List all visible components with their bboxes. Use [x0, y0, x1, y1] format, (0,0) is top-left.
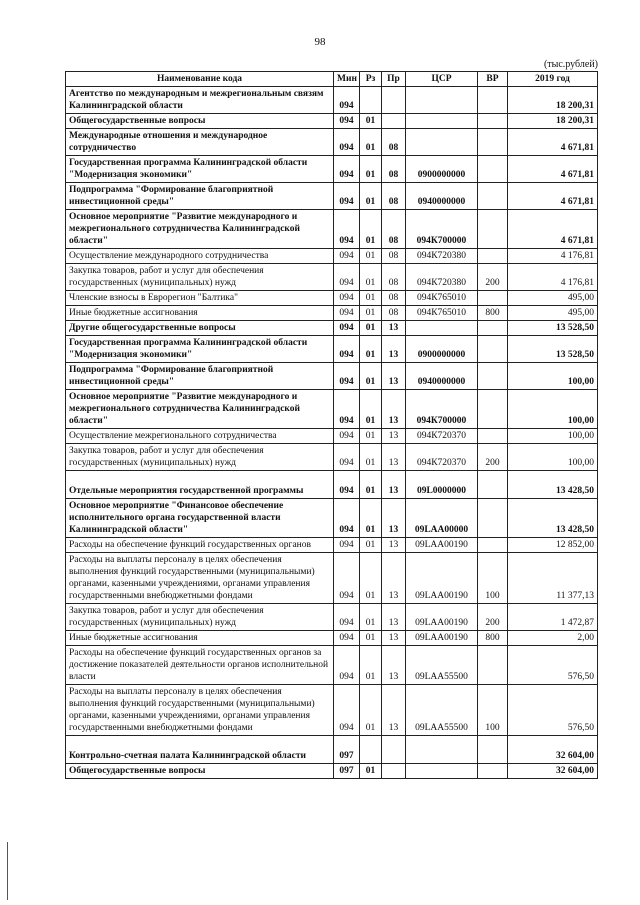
cell-pr: 13	[382, 538, 406, 553]
header-rz: Рз	[360, 72, 382, 87]
cell-vr: 200	[478, 444, 508, 471]
table-row	[66, 183, 598, 210]
cell-sum: 2,00	[508, 631, 598, 646]
cell-rz: 01	[360, 249, 382, 264]
cell-vr	[478, 249, 508, 264]
cell-sum: 576,50	[508, 646, 598, 685]
cell-name: Членские взносы в Еврорегион "Балтика"	[66, 291, 334, 306]
cell-sum: 13 528,50	[508, 336, 598, 363]
cell-rz: 01	[360, 553, 382, 604]
cell-min: 094	[334, 444, 360, 471]
cell-vr	[478, 646, 508, 685]
cell-min: 094	[334, 306, 360, 321]
cell-rz: 01	[360, 685, 382, 736]
margin-mark	[7, 842, 8, 900]
cell-sum: 4 671,81	[508, 210, 598, 249]
cell-min: 094	[334, 363, 360, 390]
cell-csr: 09L0000000	[406, 471, 478, 499]
cell-pr: 13	[382, 553, 406, 604]
cell-min: 094	[334, 321, 360, 336]
cell-sum: 100,00	[508, 390, 598, 429]
cell-pr: 08	[382, 264, 406, 291]
cell-vr: 200	[478, 604, 508, 631]
cell-vr	[478, 363, 508, 390]
cell-csr: 0900000000	[406, 336, 478, 363]
cell-pr: 13	[382, 499, 406, 538]
cell-rz: 01	[360, 444, 382, 471]
header-pr: Пр	[382, 72, 406, 87]
header-csr: ЦСР	[406, 72, 478, 87]
table-row	[66, 264, 598, 291]
cell-sum: 576,50	[508, 685, 598, 736]
cell-min: 094	[334, 183, 360, 210]
cell-rz: 01	[360, 646, 382, 685]
table-row	[66, 306, 598, 321]
cell-rz: 01	[360, 183, 382, 210]
cell-name: Общегосударственные вопросы	[66, 764, 334, 779]
cell-min: 094	[334, 210, 360, 249]
cell-csr: 094К720380	[406, 264, 478, 291]
cell-vr: 100	[478, 553, 508, 604]
cell-csr	[406, 321, 478, 336]
cell-name: Международные отношения и международное сотрудничество	[66, 129, 334, 156]
cell-min: 094	[334, 538, 360, 553]
cell-sum: 13 428,50	[508, 471, 598, 499]
page-number: 98	[314, 36, 326, 48]
table-row	[66, 646, 598, 685]
cell-rz: 01	[360, 291, 382, 306]
cell-rz: 01	[360, 306, 382, 321]
cell-sum: 12 852,00	[508, 538, 598, 553]
cell-name: Осуществление международного сотрудничества	[66, 249, 334, 264]
cell-vr	[478, 538, 508, 553]
cell-pr: 13	[382, 336, 406, 363]
cell-sum: 32 604,00	[508, 764, 598, 779]
table-row	[66, 429, 598, 444]
cell-csr: 094К700000	[406, 390, 478, 429]
cell-name: Агентство по международным и межрегиональным связям Калининградской области	[66, 87, 334, 114]
cell-vr	[478, 87, 508, 114]
cell-min: 094	[334, 604, 360, 631]
table-row	[66, 249, 598, 264]
cell-sum: 32 604,00	[508, 736, 598, 764]
cell-name: Подпрограмма "Формирование благоприятной инвестиционной среды"	[66, 183, 334, 210]
cell-vr	[478, 156, 508, 183]
cell-name: Осуществление межрегионального сотрудничества	[66, 429, 334, 444]
cell-rz	[360, 87, 382, 114]
cell-csr: 094К720380	[406, 249, 478, 264]
cell-min: 094	[334, 685, 360, 736]
cell-min: 094	[334, 336, 360, 363]
table-row	[66, 736, 598, 764]
cell-name: Государственная программа Калининградской области "Модернизация экономики"	[66, 336, 334, 363]
cell-pr	[382, 736, 406, 764]
cell-csr: 094К700000	[406, 210, 478, 249]
cell-name: Основное мероприятие "Финансовое обеспечение исполнительного органа государственной власти Калининградской области"	[66, 499, 334, 538]
cell-min: 094	[334, 390, 360, 429]
cell-rz	[360, 736, 382, 764]
cell-name: Общегосударственные вопросы	[66, 114, 334, 129]
header-vr: ВР	[478, 72, 508, 87]
cell-vr	[478, 321, 508, 336]
table-header-row	[66, 72, 598, 87]
cell-rz: 01	[360, 210, 382, 249]
cell-pr: 08	[382, 249, 406, 264]
cell-sum: 11 377,13	[508, 553, 598, 604]
cell-csr: 09LAA00190	[406, 538, 478, 553]
cell-sum: 13 528,50	[508, 321, 598, 336]
cell-name: Государственная программа Калининградской области "Модернизация экономики"	[66, 156, 334, 183]
cell-pr: 13	[382, 363, 406, 390]
cell-rz: 01	[360, 429, 382, 444]
table-row	[66, 363, 598, 390]
table-row	[66, 471, 598, 499]
table-row	[66, 210, 598, 249]
cell-vr	[478, 210, 508, 249]
cell-rz: 01	[360, 156, 382, 183]
cell-csr: 09LAA00190	[406, 553, 478, 604]
cell-name: Расходы на выплаты персоналу в целях обеспечения выполнения функций государственными (муниципальными) органами, казенными учреждениями, органами управления государственными внебюджетными фондами	[66, 685, 334, 736]
cell-rz: 01	[360, 471, 382, 499]
cell-min: 094	[334, 631, 360, 646]
cell-pr	[382, 764, 406, 779]
cell-vr: 100	[478, 685, 508, 736]
cell-sum: 4 176,81	[508, 264, 598, 291]
cell-sum: 4 176,81	[508, 249, 598, 264]
cell-name: Расходы на выплаты персоналу в целях обеспечения выполнения функций государственными (муниципальными) органами, казенными учреждениями, органами управления государственными внебюджетными фондами	[66, 553, 334, 604]
table-row	[66, 156, 598, 183]
cell-vr	[478, 764, 508, 779]
cell-pr: 13	[382, 646, 406, 685]
cell-rz: 01	[360, 321, 382, 336]
table-row	[66, 87, 598, 114]
cell-rz: 01	[360, 264, 382, 291]
cell-name: Расходы на обеспечение функций государственных органов за достижение показателей деятельности органов исполнительной власти	[66, 646, 334, 685]
table-row	[66, 291, 598, 306]
cell-csr: 0940000000	[406, 183, 478, 210]
cell-csr	[406, 129, 478, 156]
cell-rz: 01	[360, 764, 382, 779]
table-row	[66, 553, 598, 604]
cell-csr	[406, 764, 478, 779]
cell-csr: 094К765010	[406, 306, 478, 321]
table-row	[66, 604, 598, 631]
table-row	[66, 114, 598, 129]
cell-rz: 01	[360, 114, 382, 129]
cell-pr: 08	[382, 129, 406, 156]
cell-name: Отдельные мероприятия государственной программы	[66, 471, 334, 499]
cell-csr: 094К720370	[406, 429, 478, 444]
cell-sum: 495,00	[508, 306, 598, 321]
table-body	[66, 87, 598, 779]
cell-sum: 4 671,81	[508, 183, 598, 210]
cell-pr: 13	[382, 321, 406, 336]
table-row	[66, 685, 598, 736]
cell-sum: 18 200,31	[508, 114, 598, 129]
cell-csr: 09LAA55500	[406, 646, 478, 685]
cell-rz: 01	[360, 363, 382, 390]
table-row	[66, 764, 598, 779]
cell-rz: 01	[360, 499, 382, 538]
cell-csr: 0900000000	[406, 156, 478, 183]
cell-sum: 4 671,81	[508, 156, 598, 183]
cell-min: 094	[334, 291, 360, 306]
cell-name: Основное мероприятие "Развитие международного и межрегионального сотрудничества Калининградской области"	[66, 210, 334, 249]
cell-min: 097	[334, 736, 360, 764]
cell-name: Другие общегосударственные вопросы	[66, 321, 334, 336]
cell-csr: 09LAA00000	[406, 499, 478, 538]
cell-csr: 09LAA00190	[406, 604, 478, 631]
cell-sum: 100,00	[508, 429, 598, 444]
table-row	[66, 444, 598, 471]
cell-vr	[478, 471, 508, 499]
cell-vr	[478, 291, 508, 306]
cell-name: Закупка товаров, работ и услуг для обеспечения государственных (муниципальных) нужд	[66, 604, 334, 631]
cell-name: Основное мероприятие "Развитие международного и межрегионального сотрудничества Калининградской области"	[66, 390, 334, 429]
cell-sum: 100,00	[508, 363, 598, 390]
cell-pr: 13	[382, 685, 406, 736]
cell-pr: 08	[382, 306, 406, 321]
table-row	[66, 538, 598, 553]
cell-pr: 08	[382, 156, 406, 183]
cell-min: 094	[334, 471, 360, 499]
cell-vr	[478, 499, 508, 538]
cell-vr: 200	[478, 264, 508, 291]
cell-min: 094	[334, 114, 360, 129]
cell-name: Иные бюджетные ассигнования	[66, 306, 334, 321]
header-min: Мин	[334, 72, 360, 87]
cell-csr	[406, 87, 478, 114]
cell-pr: 13	[382, 604, 406, 631]
cell-pr: 13	[382, 429, 406, 444]
budget-table	[65, 71, 598, 779]
cell-pr: 08	[382, 183, 406, 210]
cell-pr: 13	[382, 631, 406, 646]
cell-pr: 08	[382, 291, 406, 306]
cell-vr: 800	[478, 306, 508, 321]
cell-vr	[478, 129, 508, 156]
cell-min: 097	[334, 764, 360, 779]
cell-sum: 13 428,50	[508, 499, 598, 538]
cell-min: 094	[334, 429, 360, 444]
cell-name: Подпрограмма "Формирование благоприятной инвестиционной среды"	[66, 363, 334, 390]
header-year: 2019 год	[508, 72, 598, 87]
table-row	[66, 499, 598, 538]
table-row	[66, 321, 598, 336]
table-row	[66, 129, 598, 156]
table-row	[66, 336, 598, 363]
header-name: Наименование кода	[66, 72, 334, 87]
units-label: (тыс.рублей)	[543, 59, 598, 70]
cell-pr	[382, 114, 406, 129]
cell-csr: 094К720370	[406, 444, 478, 471]
cell-sum: 1 472,87	[508, 604, 598, 631]
cell-vr	[478, 736, 508, 764]
cell-name: Закупка товаров, работ и услуг для обеспечения государственных (муниципальных) нужд	[66, 444, 334, 471]
cell-csr: 0940000000	[406, 363, 478, 390]
cell-sum: 18 200,31	[508, 87, 598, 114]
cell-name: Закупка товаров, работ и услуг для обеспечения государственных (муниципальных) нужд	[66, 264, 334, 291]
cell-min: 094	[334, 264, 360, 291]
cell-rz: 01	[360, 604, 382, 631]
cell-pr: 13	[382, 471, 406, 499]
cell-vr	[478, 429, 508, 444]
cell-rz: 01	[360, 129, 382, 156]
cell-pr: 08	[382, 210, 406, 249]
cell-sum: 495,00	[508, 291, 598, 306]
cell-pr	[382, 87, 406, 114]
cell-csr: 094К765010	[406, 291, 478, 306]
cell-sum: 100,00	[508, 444, 598, 471]
cell-min: 094	[334, 129, 360, 156]
cell-rz: 01	[360, 390, 382, 429]
cell-name: Контрольно-счетная палата Калининградской области	[66, 736, 334, 764]
cell-rz: 01	[360, 538, 382, 553]
cell-rz: 01	[360, 631, 382, 646]
table-row	[66, 390, 598, 429]
cell-min: 094	[334, 499, 360, 538]
cell-csr: 09LAA55500	[406, 685, 478, 736]
cell-min: 094	[334, 553, 360, 604]
cell-vr	[478, 336, 508, 363]
cell-min: 094	[334, 156, 360, 183]
cell-name: Расходы на обеспечение функций государственных органов	[66, 538, 334, 553]
cell-csr: 09LAA00190	[406, 631, 478, 646]
cell-vr	[478, 183, 508, 210]
cell-csr	[406, 736, 478, 764]
cell-vr	[478, 390, 508, 429]
cell-min: 094	[334, 646, 360, 685]
cell-pr: 13	[382, 444, 406, 471]
cell-sum: 4 671,81	[508, 129, 598, 156]
cell-min: 094	[334, 249, 360, 264]
cell-name: Иные бюджетные ассигнования	[66, 631, 334, 646]
cell-vr: 800	[478, 631, 508, 646]
cell-rz: 01	[360, 336, 382, 363]
cell-csr	[406, 114, 478, 129]
cell-pr: 13	[382, 390, 406, 429]
table-row	[66, 631, 598, 646]
cell-vr	[478, 114, 508, 129]
cell-min: 094	[334, 87, 360, 114]
